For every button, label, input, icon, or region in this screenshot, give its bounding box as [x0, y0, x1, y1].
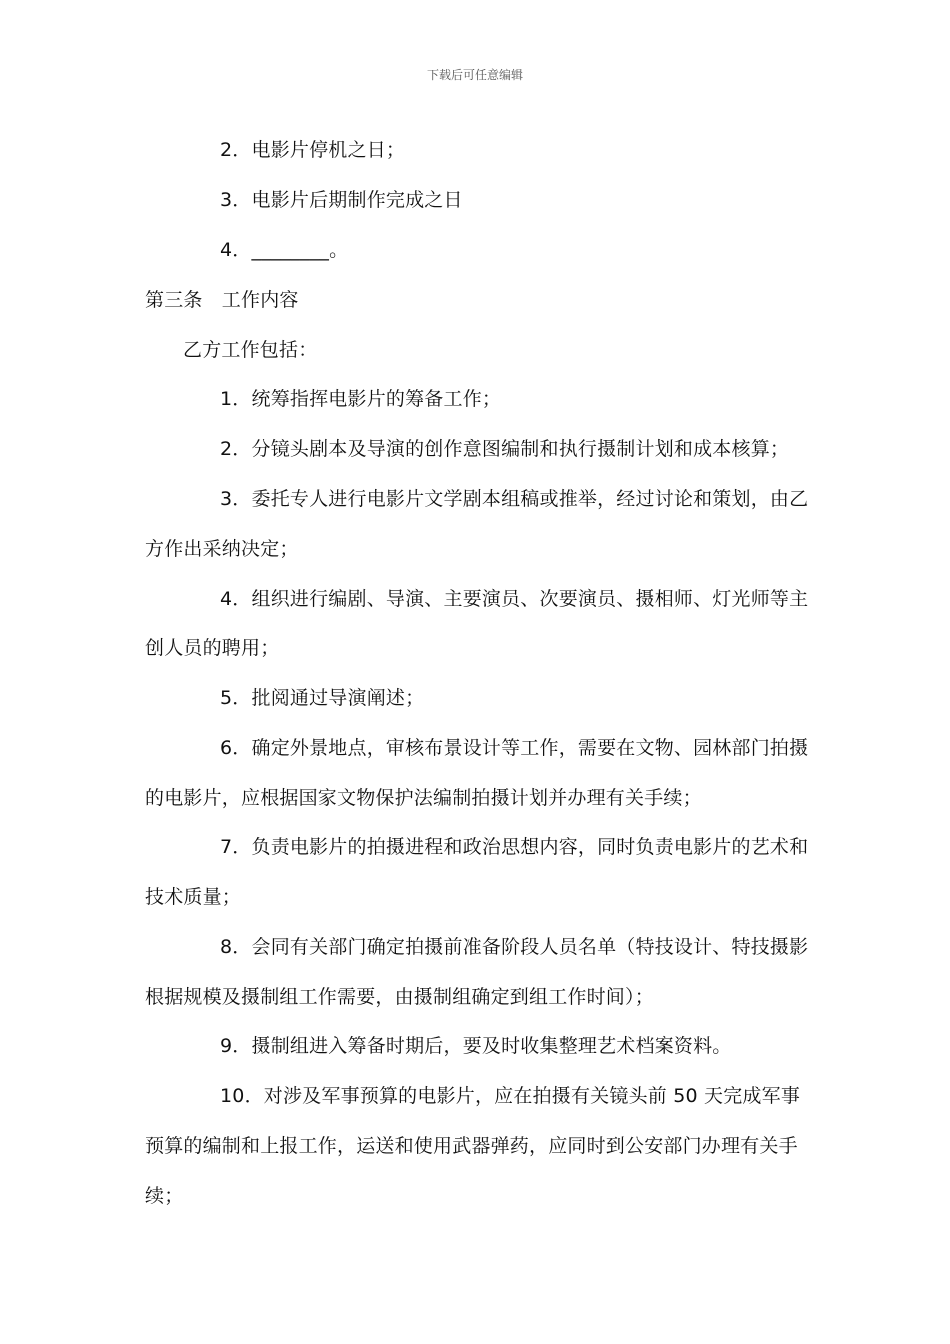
text-line: 根据规模及摄制组工作需要，由摄制组确定到组工作时间）；	[145, 986, 654, 1008]
text-line: 方作出采纳决定；	[145, 538, 299, 560]
page-header-note: 下载后可任意编辑	[426, 68, 523, 82]
text-line: 8．会同有关部门确定拍摄前准备阶段人员名单（特技设计、特技摄影	[220, 936, 809, 958]
text-line: 续；	[145, 1185, 184, 1207]
text-line: 9．摄制组进入筹备时期后，要及时收集整理艺术档案资料。	[220, 1035, 732, 1057]
text-line: 4．________。	[220, 239, 349, 261]
text-line: 技术质量；	[145, 886, 242, 908]
section-heading: 第三条 工作内容	[145, 289, 299, 311]
text-line: 1．统筹指挥电影片的筹备工作；	[220, 388, 502, 410]
text-line: 2．分镜头剧本及导演的创作意图编制和执行摄制计划和成本核算；	[220, 438, 790, 460]
text-line: 3．委托专人进行电影片文学剧本组稿或推举，经过讨论和策划，由乙	[220, 488, 809, 510]
text-line: 6．确定外景地点，审核布景设计等工作，需要在文物、园林部门拍摄	[220, 737, 809, 759]
text-line: 3．电影片后期制作完成之日	[220, 189, 463, 211]
text-line: 2．电影片停机之日；	[220, 139, 406, 161]
text-line: 4．组织进行编剧、导演、主要演员、次要演员、摄相师、灯光师等主	[220, 588, 809, 610]
text-line: 7．负责电影片的拍摄进程和政治思想内容，同时负责电影片的艺术和	[220, 836, 809, 858]
text-line: 10．对涉及军事预算的电影片，应在拍摄有关镜头前 50 天完成军事	[220, 1085, 801, 1107]
text-line: 5．批阅通过导演阐述；	[220, 687, 425, 709]
text-line: 乙方工作包括：	[183, 339, 318, 361]
text-line: 的电影片，应根据国家文物保护法编制拍摄计划并办理有关手续；	[145, 787, 702, 809]
text-line: 预算的编制和上报工作，运送和使用武器弹药，应同时到公安部门办理有关手	[145, 1135, 798, 1157]
text-line: 创人员的聘用；	[145, 637, 280, 659]
